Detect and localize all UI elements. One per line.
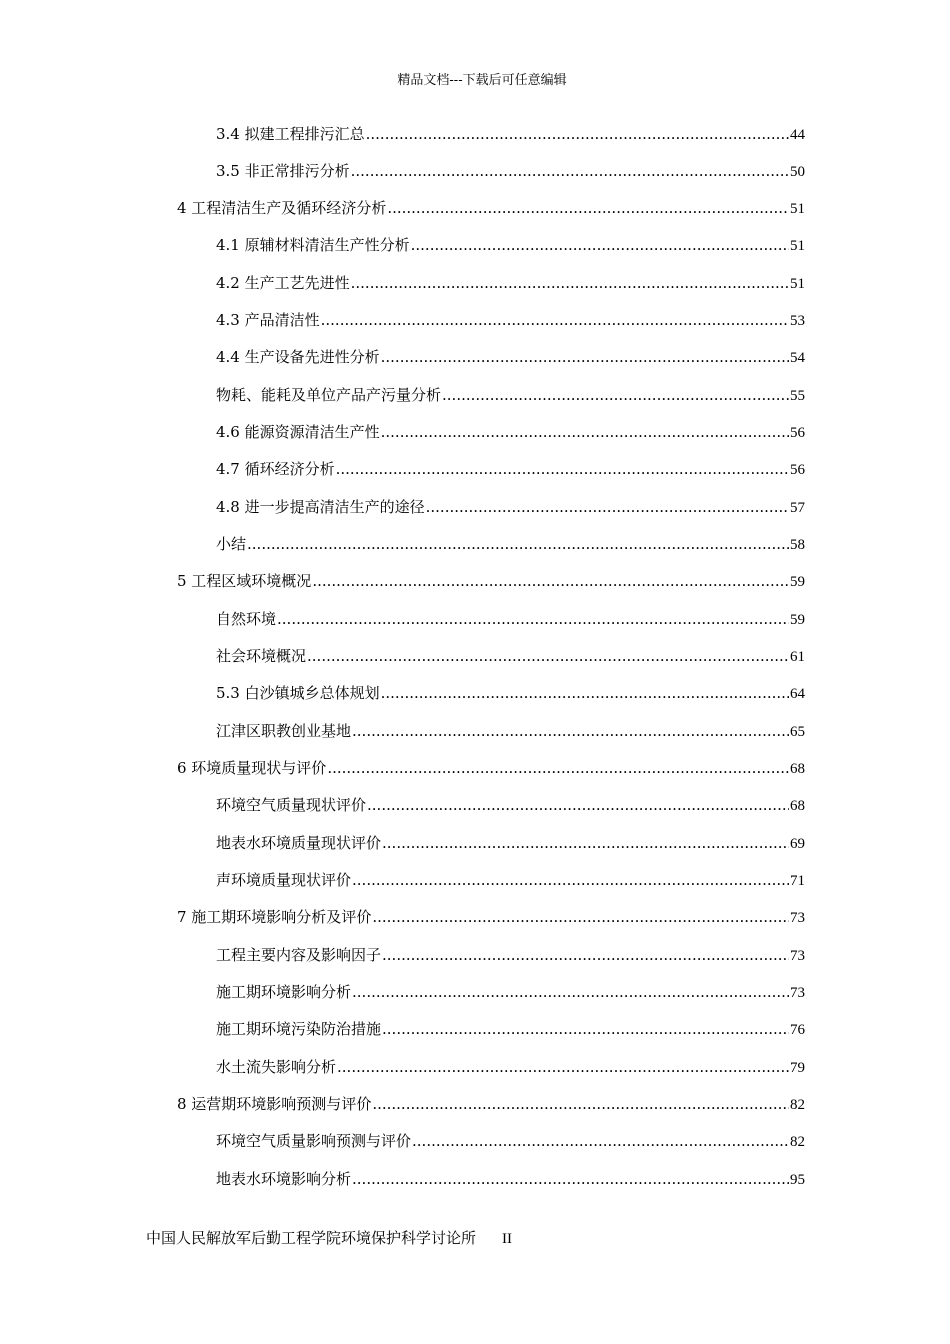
toc-entry-page: 68 <box>790 798 805 814</box>
toc-entry-page: 73 <box>790 948 805 964</box>
toc-dot-leader <box>372 1094 789 1114</box>
toc-chapter-entry[interactable] <box>177 571 805 591</box>
toc-dot-leader <box>247 534 789 554</box>
toc-entry[interactable] <box>216 870 805 890</box>
toc-dot-leader <box>382 1019 789 1039</box>
toc-chapter-entry[interactable] <box>177 198 805 218</box>
toc-entry-page: 51 <box>790 276 805 292</box>
toc-dot-leader <box>336 459 789 479</box>
toc-dot-leader <box>307 646 789 666</box>
toc-entry-label: 物耗、能耗及单位产品产污量分析 <box>216 386 442 404</box>
toc-entry-label: 4.8 进一步提高清洁生产的途径 <box>216 498 425 516</box>
toc-dot-leader <box>352 721 789 741</box>
toc-entry[interactable] <box>216 833 805 853</box>
toc-entry-page: 51 <box>790 238 805 254</box>
toc-entry-label: 4.2 生产工艺先进性 <box>216 274 350 292</box>
toc-dot-leader <box>352 982 789 1002</box>
toc-entry-label: 水土流失影响分析 <box>216 1058 337 1076</box>
toc-entry-label: 5.3 白沙镇城乡总体规划 <box>216 684 380 702</box>
toc-dot-leader <box>411 235 789 255</box>
toc-entry[interactable] <box>216 1057 805 1077</box>
toc-entry[interactable] <box>216 310 805 330</box>
toc-dot-leader <box>381 347 789 367</box>
toc-entry-page: 56 <box>790 425 805 441</box>
toc-dot-leader <box>382 833 789 853</box>
toc-entry-page: 57 <box>790 500 805 516</box>
toc-dot-leader <box>351 273 789 293</box>
toc-entry-label: 环境空气质量现状评价 <box>216 796 367 814</box>
toc-entry[interactable] <box>216 721 805 741</box>
toc-chapter-entry[interactable] <box>177 758 805 778</box>
toc-entry-page: 50 <box>790 164 805 180</box>
toc-entry-page: 69 <box>790 836 805 852</box>
toc-entry-label: 4.7 循环经济分析 <box>216 460 335 478</box>
toc-dot-leader <box>367 795 789 815</box>
toc-dot-leader <box>351 161 789 181</box>
toc-entry-label: 自然环境 <box>216 610 277 628</box>
toc-dot-leader <box>327 758 789 778</box>
toc-entry[interactable] <box>216 459 805 479</box>
toc-dot-leader <box>337 1057 789 1077</box>
toc-entry-label: 地表水环境影响分析 <box>216 1170 352 1188</box>
footer-page-number: II <box>502 1231 513 1247</box>
toc-dot-leader <box>412 1131 789 1151</box>
toc-entry-page: 56 <box>790 462 805 478</box>
toc-entry[interactable] <box>216 235 805 255</box>
toc-entry-label: 7 施工期环境影响分析及评价 <box>177 908 372 926</box>
toc-entry-page: 95 <box>790 1172 805 1188</box>
toc-entry-label: 小结 <box>216 535 247 553</box>
toc-entry-label: 工程主要内容及影响因子 <box>216 946 382 964</box>
toc-entry[interactable] <box>216 1169 805 1189</box>
toc-entry-page: 61 <box>790 649 805 665</box>
page-footer <box>146 1228 512 1249</box>
toc-entry-page: 82 <box>790 1134 805 1150</box>
toc-entry-label: 施工期环境污染防治措施 <box>216 1020 382 1038</box>
toc-entry-page: 65 <box>790 724 805 740</box>
toc-entry-label: 4 工程清洁生产及循环经济分析 <box>177 199 387 217</box>
toc-entry-page: 44 <box>790 127 805 143</box>
toc-entry-page: 76 <box>790 1022 805 1038</box>
toc-dot-leader <box>366 124 789 144</box>
toc-dot-leader <box>426 497 789 517</box>
toc-entry-label: 3.5 非正常排污分析 <box>216 162 350 180</box>
toc-entry[interactable] <box>216 497 805 517</box>
toc-entry-page: 59 <box>790 612 805 628</box>
toc-entry-page: 68 <box>790 761 805 777</box>
toc-entry-page: 82 <box>790 1097 805 1113</box>
toc-dot-leader <box>381 422 789 442</box>
toc-entry-label: 环境空气质量影响预测与评价 <box>216 1132 412 1150</box>
toc-entry-label: 地表水环境质量现状评价 <box>216 834 382 852</box>
toc-entry-page: 54 <box>790 350 805 366</box>
toc-chapter-entry[interactable] <box>177 907 805 927</box>
toc-dot-leader <box>352 1169 789 1189</box>
toc-entry-page: 73 <box>790 985 805 1001</box>
toc-entry-page: 59 <box>790 574 805 590</box>
toc-entry-label: 社会环境概况 <box>216 647 307 665</box>
toc-entry-label: 4.1 原辅材料清洁生产性分析 <box>216 236 410 254</box>
toc-entry-page: 53 <box>790 313 805 329</box>
toc-chapter-entry[interactable] <box>177 1094 805 1114</box>
toc-dot-leader <box>442 385 789 405</box>
toc-entry[interactable] <box>216 534 805 554</box>
toc-entry-page: 55 <box>790 388 805 404</box>
toc-entry[interactable] <box>216 683 805 703</box>
toc-entry[interactable] <box>216 385 805 405</box>
toc-entry[interactable] <box>216 1131 805 1151</box>
toc-dot-leader <box>381 683 789 703</box>
toc-entry-label: 6 环境质量现状与评价 <box>177 759 327 777</box>
toc-entry-label: 施工期环境影响分析 <box>216 983 352 1001</box>
toc-entry[interactable] <box>216 347 805 367</box>
toc-entry-label: 3.4 拟建工程排污汇总 <box>216 125 365 143</box>
footer-institution: 中国人民解放军后勤工程学院环境保护科学讨论所 <box>146 1229 477 1247</box>
toc-entry[interactable] <box>216 795 805 815</box>
toc-dot-leader <box>372 907 789 927</box>
toc-entry[interactable] <box>216 273 805 293</box>
toc-entry-page: 79 <box>790 1060 805 1076</box>
toc-entry-label: 4.3 产品清洁性 <box>216 311 320 329</box>
toc-entry-page: 64 <box>790 686 805 702</box>
toc-entry[interactable] <box>216 422 805 442</box>
page-header: 精品文档---下载后可任意编辑 <box>397 73 567 88</box>
toc-dot-leader <box>387 198 789 218</box>
toc-entry-label: 8 运营期环境影响预测与评价 <box>177 1095 372 1113</box>
toc-entry-label: 4.6 能源资源清洁生产性 <box>216 423 380 441</box>
toc-entry-label: 声环境质量现状评价 <box>216 871 352 889</box>
toc-entry[interactable] <box>216 646 805 666</box>
toc-dot-leader <box>321 310 789 330</box>
toc-entry-page: 51 <box>790 201 805 217</box>
toc-entry[interactable] <box>216 945 805 965</box>
toc-entry-label: 5 工程区域环境概况 <box>177 572 312 590</box>
toc-entry[interactable] <box>216 982 805 1002</box>
toc-entry[interactable] <box>216 609 805 629</box>
toc-entry-label: 江津区职教创业基地 <box>216 722 352 740</box>
toc-entry[interactable] <box>216 1019 805 1039</box>
toc-dot-leader <box>277 609 789 629</box>
toc-dot-leader <box>312 571 789 591</box>
toc-entry-page: 73 <box>790 910 805 926</box>
toc-entry[interactable] <box>216 124 805 144</box>
toc-entry[interactable] <box>216 161 805 181</box>
toc-entry-page: 71 <box>790 873 805 889</box>
toc-entry-label: 4.4 生产设备先进性分析 <box>216 348 380 366</box>
toc-dot-leader <box>382 945 789 965</box>
toc-dot-leader <box>352 870 789 890</box>
toc-entry-page: 58 <box>790 537 805 553</box>
